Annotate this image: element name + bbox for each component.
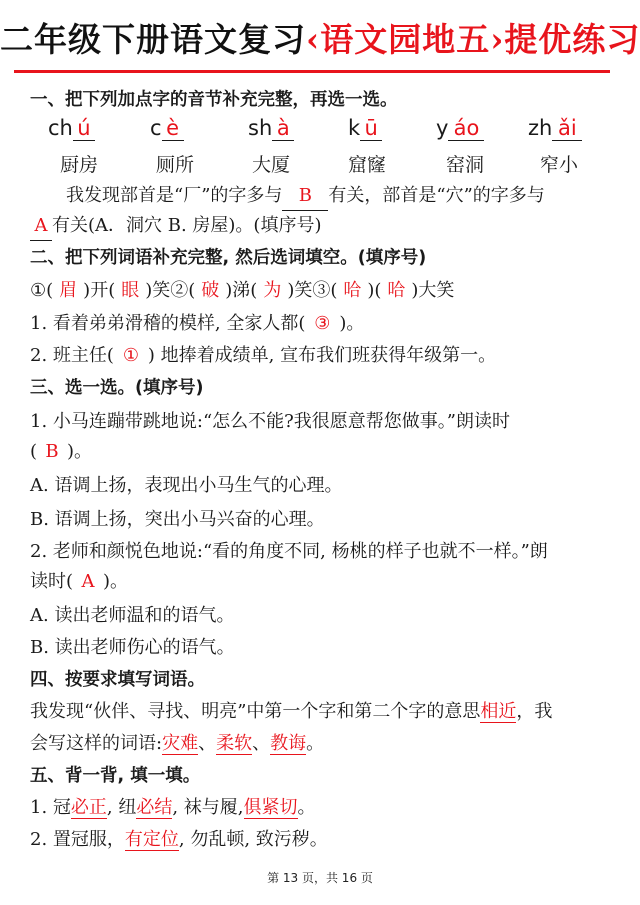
section-5-line-2: 2. 置冠服，有定位, 勿乱顿, 致污秽。 <box>30 829 328 850</box>
page-title <box>0 14 640 61</box>
answer-blank[interactable]: B <box>45 441 59 462</box>
section-1-sentence: 我发现部首是“厂”的字多与 B 有关，部首是“穴”的字多与 <box>66 182 545 211</box>
idiom-answer[interactable]: 为 <box>263 280 282 301</box>
pinyin-answer[interactable]: è <box>162 116 184 141</box>
section-4-heading: 四、按要求填写词语。 <box>30 670 205 690</box>
word: 大厦 <box>252 154 291 176</box>
answer-word[interactable]: 必结 <box>136 797 173 818</box>
pinyin-item: k ū <box>348 116 382 141</box>
section-3-question-2: 2. 老师和颜悦色地说:“看的角度不同, 杨桃的样子也就不一样。”朗 <box>30 541 548 562</box>
pinyin-answer[interactable]: áo <box>448 116 484 141</box>
option-b: B. 读出老师伤心的语气。 <box>30 637 235 658</box>
word: 厕所 <box>156 154 195 176</box>
title-main: 二年级下册语文复习 <box>0 20 306 59</box>
section-1-heading: 一、把下列加点字的音节补充完整，再选一选。 <box>30 90 398 110</box>
answer-blank[interactable]: B <box>282 182 328 211</box>
section-4-line-2: 会写这样的词语:灾难、柔软、教诲。 <box>30 733 325 754</box>
idiom-answer[interactable]: 哈 <box>343 280 362 301</box>
word: 窄小 <box>540 154 579 176</box>
idiom-answer[interactable]: 哈 <box>387 280 406 301</box>
pinyin-item: y áo <box>436 116 484 141</box>
answer-word[interactable]: 柔软 <box>216 733 253 754</box>
pinyin-item: c è <box>150 116 184 141</box>
answer-word[interactable]: 俱紧切 <box>243 797 298 818</box>
section-1-sentence-cont: A 有关(A．洞穴 B. 房屋)。(填序号) <box>30 212 321 241</box>
answer-blank[interactable]: A <box>30 212 52 241</box>
word: 窟窿 <box>348 154 387 176</box>
answer-word[interactable]: 必正 <box>70 797 107 818</box>
title-highlight: ‹语文园地五›提优练习 <box>306 20 640 59</box>
answer-word[interactable]: 教诲 <box>270 733 307 754</box>
section-5-heading: 五、背一背, 填一填。 <box>30 766 201 786</box>
section-4-line-1: 我发现“伙伴、寻找、明亮”中第一个字和第二个字的意思相近，我 <box>30 701 553 722</box>
page-number: 第 13 页，共 16 页 <box>267 871 373 885</box>
word: 厨房 <box>60 154 99 176</box>
word-row <box>0 150 640 180</box>
answer-word[interactable]: 相近 <box>480 701 517 722</box>
idiom-answer[interactable]: 眉 <box>59 280 78 301</box>
word: 窑洞 <box>446 154 485 176</box>
pinyin-item: zh ǎi <box>528 116 582 141</box>
pinyin-item: ch ú <box>48 116 95 141</box>
pinyin-answer[interactable]: ǎi <box>552 116 582 141</box>
option-a: A. 语调上扬，表现出小马生气的心理。 <box>30 475 343 496</box>
pinyin-answer[interactable]: à <box>272 116 294 141</box>
title-underline <box>14 70 610 73</box>
answer-blank[interactable]: ③ <box>314 313 331 334</box>
section-3-question-1-answer: ( B )。 <box>30 438 92 466</box>
section-2-question-2: 2. 班主任( ① ) 地捧着成绩单, 宣布我们班获得年级第一。 <box>30 342 496 370</box>
answer-blank[interactable]: ① <box>122 345 139 366</box>
section-3-heading: 三、选一选。(填序号) <box>30 378 204 398</box>
pinyin-row <box>0 116 640 148</box>
section-2-question-1: 1. 看着弟弟滑稽的模样, 全家人都( ③ )。 <box>30 310 364 338</box>
pinyin-answer[interactable]: ū <box>360 116 382 141</box>
pinyin-answer[interactable]: ú <box>73 116 95 141</box>
section-5-line-1: 1. 冠必正, 纽必结, 袜与履,俱紧切。 <box>30 797 316 818</box>
section-3-question-2-answer: 读时( A )。 <box>30 568 128 596</box>
answer-word[interactable]: 有定位 <box>124 829 179 850</box>
idiom-answer[interactable]: 破 <box>201 280 220 301</box>
section-3-question-1: 1. 小马连蹦带跳地说:“怎么不能?我很愿意帮您做事。”朗读时 <box>30 411 511 432</box>
option-a: A. 读出老师温和的语气。 <box>30 605 235 626</box>
answer-blank[interactable]: A <box>81 571 95 592</box>
pinyin-item: sh à <box>248 116 294 141</box>
idiom-answer[interactable]: 眼 <box>121 280 140 301</box>
answer-word[interactable]: 灾难 <box>162 733 199 754</box>
idiom-row: ①( 眉 )开( 眼 )笑②( 破 )涕( 为 )笑③( 哈 )( 哈 )大笑 <box>30 277 454 305</box>
option-b: B. 语调上扬，突出小马兴奋的心理。 <box>30 509 325 530</box>
section-2-heading: 二、把下列词语补充完整, 然后选词填空。(填序号) <box>30 248 427 268</box>
